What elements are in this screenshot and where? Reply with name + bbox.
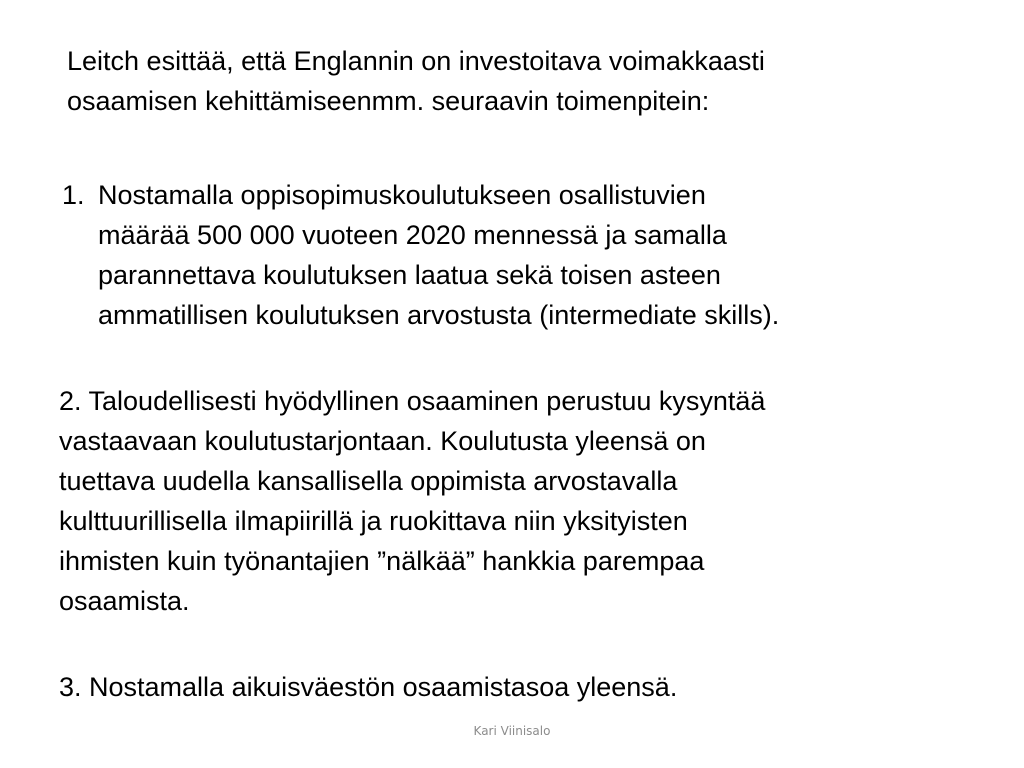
- list-item-2-line-5: ihmisten kuin työnantajien ”nälkää” hankkia parempaa: [59, 546, 705, 576]
- title-line-2: osaamisen kehittämiseenmm. seuraavin toimenpitein:: [67, 86, 710, 116]
- list-item-3: [59, 667, 677, 707]
- slide-title: [67, 41, 967, 121]
- list-item-1-line-3: parannettava koulutuksen laatua sekä toisen asteen: [98, 260, 721, 290]
- list-item-1-line-1: Nostamalla oppisopimuskoulutukseen osallistuvien: [98, 180, 706, 210]
- list-item-1-text: [98, 175, 779, 335]
- list-item-2-line-3: tuettava uudella kansallisella oppimista arvostavalla: [59, 466, 678, 496]
- list-item-1-line-2: määrää 500 000 vuoteen 2020 mennessä ja samalla: [98, 220, 727, 250]
- list-item-3-line-1: 3. Nostamalla aikuisväestön osaamistasoa yleensä.: [59, 672, 678, 702]
- list-item-2-line-1: 2. Taloudellisesti hyödyllinen osaaminen perustuu kysyntää: [59, 386, 766, 416]
- footer-author: Kari Viinisalo: [473, 724, 551, 738]
- list-item-2: [59, 381, 765, 621]
- list-item-2-line-2: vastaavaan koulutustarjontaan. Koulutusta yleensä on: [59, 426, 706, 456]
- title-line-1: Leitch esittää, että Englannin on investoitava voimakkaasti: [67, 46, 765, 76]
- list-item-2-line-4: kulttuurillisella ilmapiirillä ja ruokittava niin yksityisten: [59, 506, 688, 536]
- list-item-1-line-4: ammatillisen koulutuksen arvostusta (intermediate skills).: [98, 300, 780, 330]
- list-item-2-line-6: osaamista.: [59, 586, 190, 616]
- list-item-1-number: 1.: [62, 180, 85, 210]
